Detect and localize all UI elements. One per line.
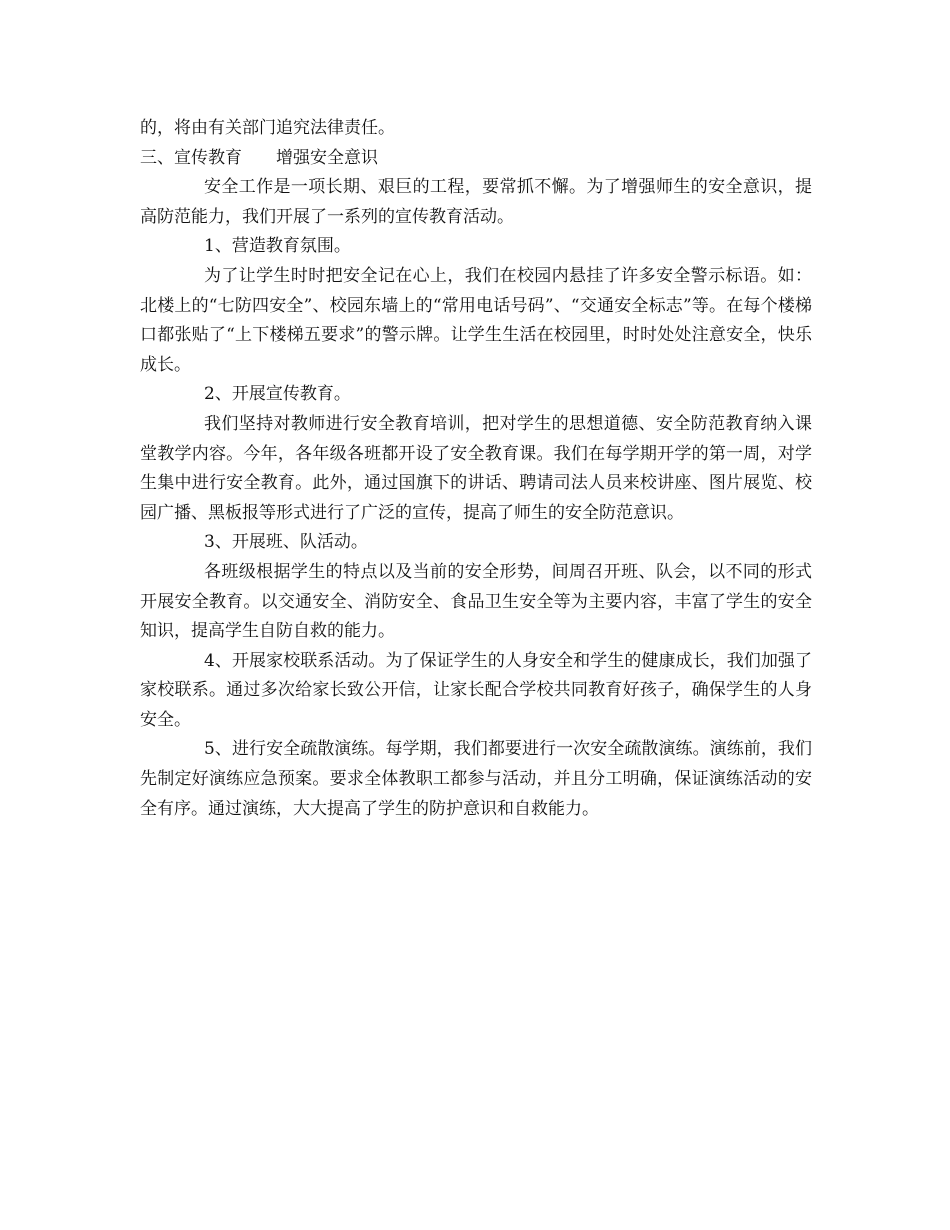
item-2-title: 2、开展宣传教育。 — [204, 384, 351, 405]
item-3-title: 3、开展班、队活动。 — [204, 532, 368, 553]
section-intro-paragraph: 安全工作是一项长期、艰巨的工程，要常抓不懈。为了增强师生的安全意识，提高防范能力，我们开展了一系列的宣传教育活动。 — [140, 177, 812, 227]
item-1-body: 为了让学生时时把安全记在心上，我们在校园内悬挂了许多安全警示标语。如：北楼上的“七防四安全”、校园东墙上的“常用电话号码”、“交通安全标志”等。在每个楼梯口都张贴了“上下楼梯五要求”的警示牌。让学生生活在校园里，时时处处注意安全，快乐成长。 — [140, 265, 812, 375]
item-2-body: 我们坚持对教师进行安全教育培训，把对学生的思想道德、安全防范教育纳入课堂教学内容。今年，各年级各班都开设了安全教育课。我们在每学期开学的第一周，对学生集中进行安全教育。此外，通过国旗下的讲话、聘请司法人员来校讲座、图片展览、校园广播、黑板报等形式进行了广泛的宣传，提高了师生的安全防范意识。 — [140, 413, 812, 523]
item-1-title: 1、营造教育氛围。 — [204, 236, 351, 257]
document-page — [140, 114, 812, 824]
continuation-paragraph: 的，将由有关部门追究法律责任。 — [140, 118, 395, 138]
item-4-paragraph: 4、开展家校联系活动。为了保证学生的人身安全和学生的健康成长，我们加强了家校联系。通过多次给家长致公开信，让家长配合学校共同教育好孩子，确保学生的人身安全。 — [140, 650, 812, 730]
section-heading-publicity-education: 三、宣传教育 增强安全意识 — [140, 147, 378, 168]
item-5-paragraph: 5、进行安全疏散演练。每学期，我们都要进行一次安全疏散演练。演练前，我们先制定好演练应急预案。要求全体教职工都参与活动，并且分工明确，保证演练活动的安全有序。通过演练，大大提高了学生的防护意识和自救能力。 — [140, 739, 812, 819]
item-3-body: 各班级根据学生的特点以及当前的安全形势，间周召开班、队会，以不同的形式开展安全教育。以交通安全、消防安全、食品卫生安全等为主要内容，丰富了学生的安全知识，提高学生自防自救的能力。 — [140, 561, 812, 642]
